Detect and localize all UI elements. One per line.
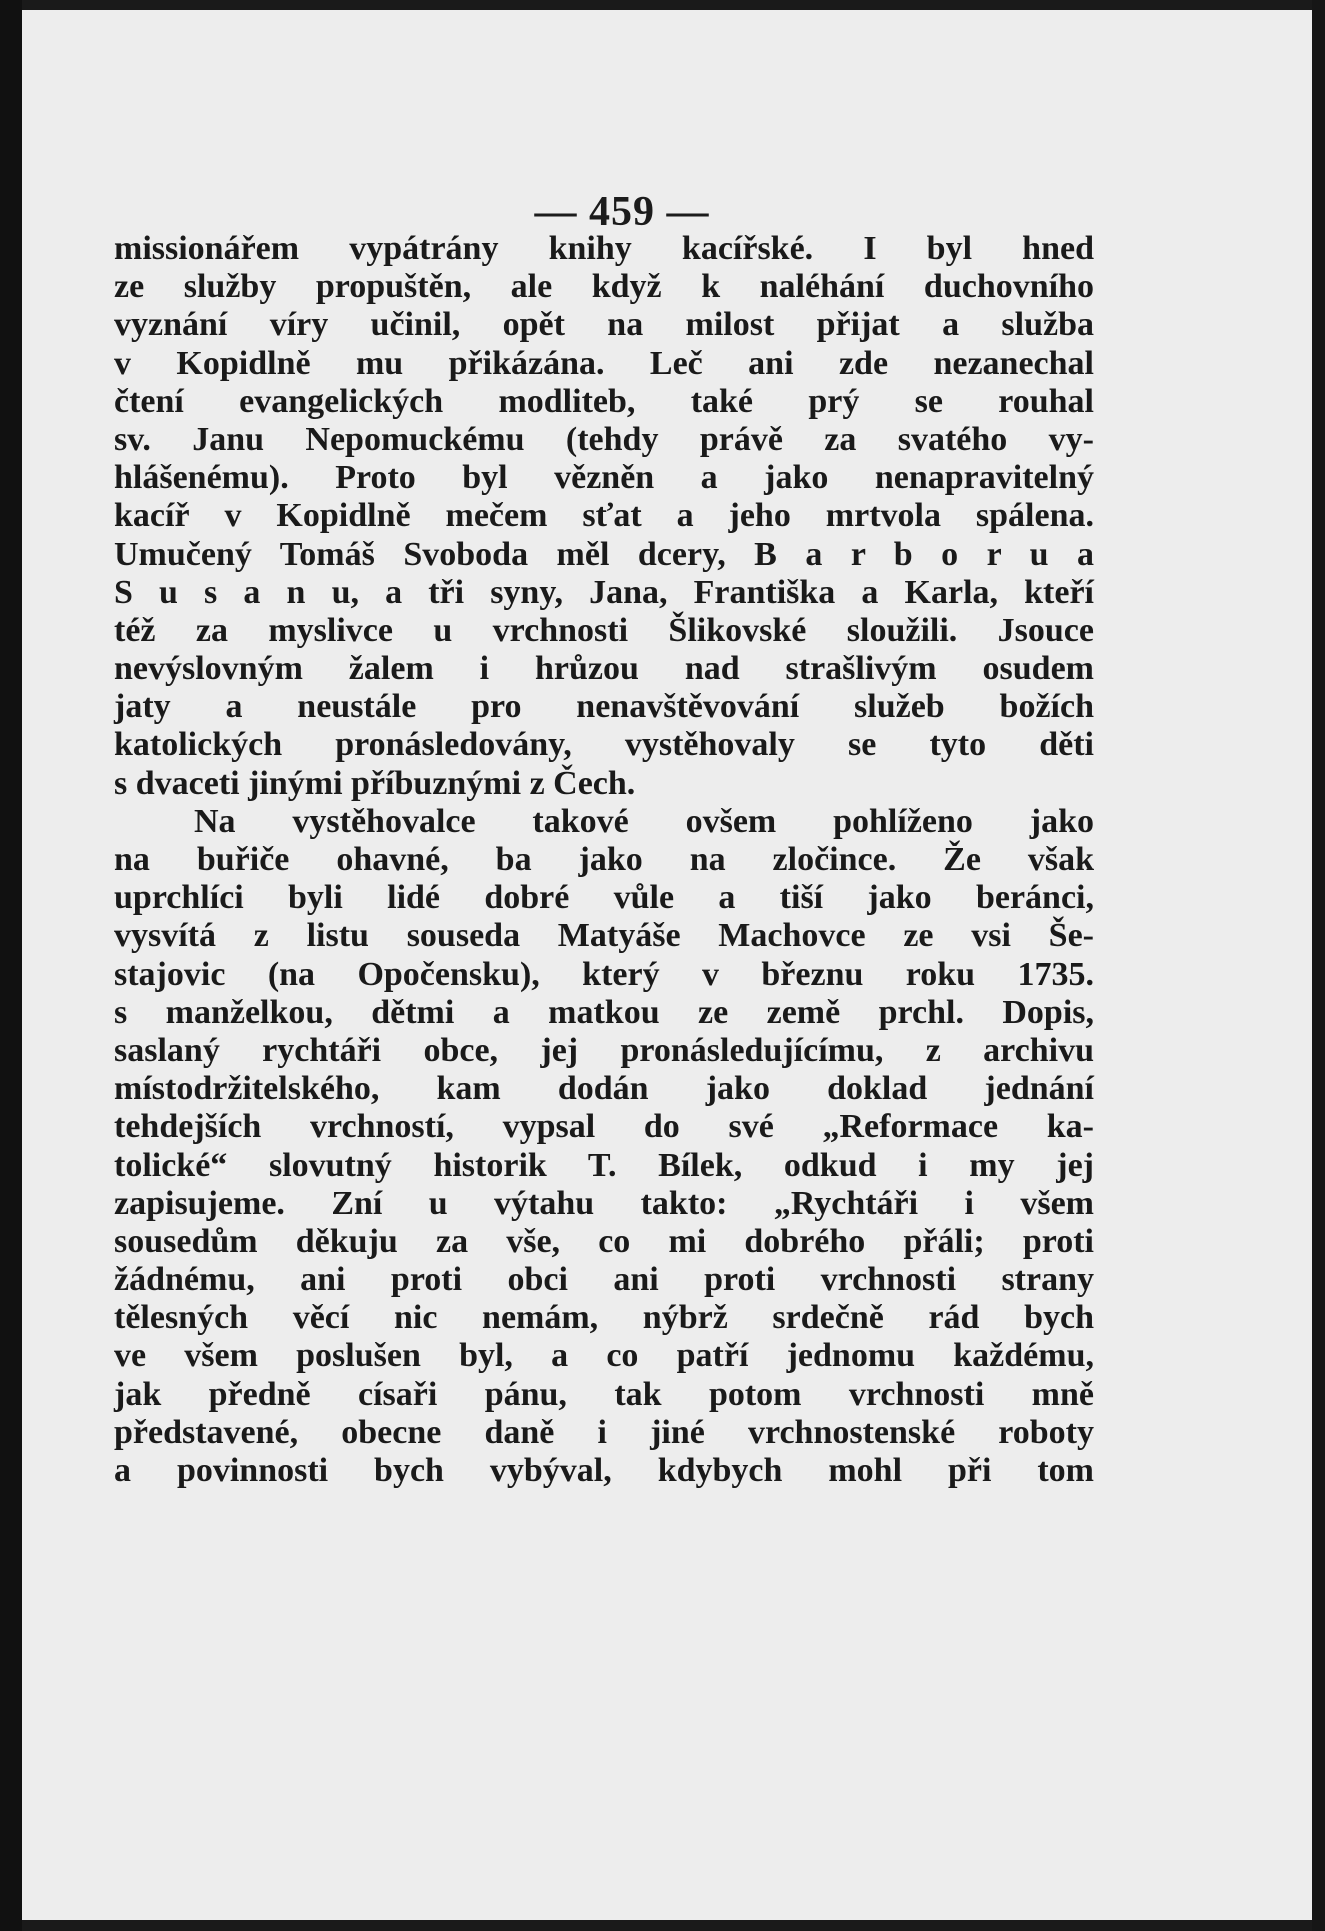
text-line: tělesných věcí nic nemám, nýbrž srdečně rád bych — [114, 1299, 1094, 1337]
text-line: žádnému, ani proti obci ani proti vrchnosti strany — [114, 1261, 1094, 1299]
text-line: jak předně císaři pánu, tak potom vrchnosti mně — [114, 1375, 1094, 1413]
text-line: katolických pronásledovány, vystěhovaly se tyto děti — [114, 726, 1094, 764]
text-line: a povinnosti bych vybýval, kdybych mohl při tom — [114, 1452, 1094, 1489]
text-line: s manželkou, dětmi a matkou ze země prchl. Dopis, — [114, 993, 1094, 1031]
text-line: s dvaceti jinými příbuznými z Čech. — [114, 764, 636, 802]
text-line: tehdejších vrchností, vypsal do své „Reformace ka- — [114, 1108, 1094, 1146]
book-spine-shadow — [0, 0, 22, 1931]
text-line: v Kopidlně mu přikázána. Leč ani zde nezanechal — [114, 344, 1094, 382]
text-line: uprchlíci byli lidé dobré vůle a tiší jako beránci, — [114, 879, 1094, 917]
text-line: hlášenému). Proto byl vězněn a jako nenapravitelný — [114, 459, 1094, 497]
text-line: čtení evangelických modliteb, také prý se rouhal — [114, 382, 1094, 420]
text-line: představené, obecne daně i jiné vrchnostenské roboty — [114, 1413, 1094, 1451]
text-line: nevýslovným žalem i hrůzou nad strašlivým osudem — [114, 650, 1094, 688]
text-line: jaty a neustále pro nenavštěvování služeb božích — [114, 688, 1094, 726]
text-line: vyznání víry učinil, opět na milost přijat a služba — [114, 306, 1094, 344]
text-line: stajovic (na Opočensku), který v březnu roku 1735. — [114, 955, 1094, 993]
body-text — [114, 230, 1094, 1490]
text-line: tolické“ slovutný historik T. Bílek, odkud i my jej — [114, 1146, 1094, 1184]
text-line: kacíř v Kopidlně mečem sťat a jeho mrtvola spálena. — [114, 497, 1094, 535]
text-line: Umučený Tomáš Svoboda měl dcery, B a r b o r u a — [114, 535, 1094, 573]
text-line: na buřiče ohavné, ba jako na zločince. Že však — [114, 841, 1094, 878]
text-line: místodržitelského, kam dodán jako doklad jednání — [114, 1070, 1094, 1108]
text-line: missionářem vypátrány knihy kacířské. I byl hned — [114, 230, 1094, 267]
text-line: vysvítá z listu souseda Matyáše Machovce ze vsi Še- — [114, 917, 1094, 955]
text-line: též za myslivce u vrchnosti Šlikovské sloužili. Jsouce — [114, 611, 1094, 649]
text-line: sousedům děkuju za vše, co mi dobrého přáli; proti — [114, 1222, 1094, 1260]
book-page — [22, 10, 1312, 1920]
text-line: saslaný rychtáři obce, jej pronásledujícímu, z archivu — [114, 1031, 1094, 1069]
text-line: ve všem poslušen byl, a co patří jednomu každému, — [114, 1337, 1094, 1375]
text-line: ze služby propuštěn, ale když k naléhání duchovního — [114, 268, 1094, 306]
text-line: sv. Janu Nepomuckému (tehdy právě za svatého vy- — [114, 420, 1094, 458]
text-line: zapisujeme. Zní u výtahu takto: „Rychtáři i všem — [114, 1184, 1094, 1222]
page-edge-shadow — [1312, 0, 1325, 1931]
page-number: — 459 — — [534, 189, 710, 235]
text-line: S u s a n u, a tři syny, Jana, Františka a Karla, kteří — [114, 573, 1094, 611]
text-line: Na vystěhovalce takové ovšem pohlíženo jako — [194, 802, 1094, 840]
